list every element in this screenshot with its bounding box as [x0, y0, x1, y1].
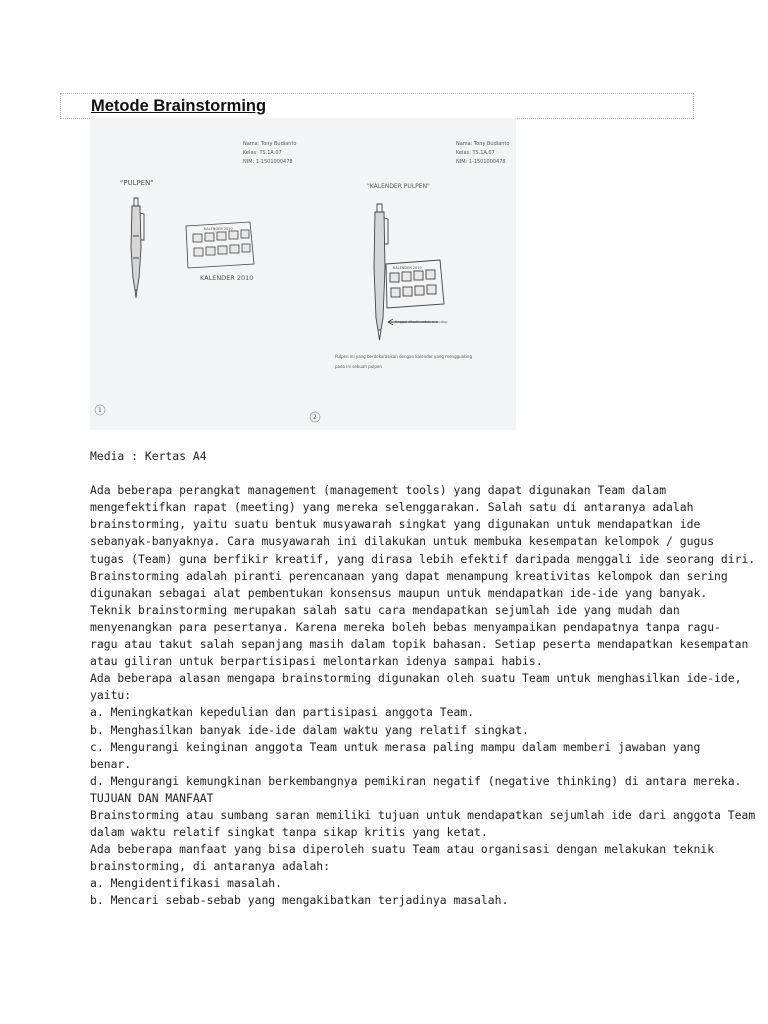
- text-line: menyenangkan para pesertanya. Karena mereka boleh bebas menyampaikan pendapatnya tanpa ragu-: [90, 619, 721, 634]
- text-line: mengefektifkan rapat (meeting) yang mereka selenggarakan. Salah satu di antaranya adalah: [90, 500, 694, 515]
- right-sheet-label: "KALENDER PULPEN": [367, 183, 430, 190]
- left-name-line-2: Kelas: TS.1A.07: [243, 150, 282, 156]
- calendar-drawing: [186, 222, 254, 268]
- right-calendar-header: KALENDER 2010: [393, 266, 422, 270]
- text-line: Ada beberapa manfaat yang bisa diperoleh suatu Team atau organisasi dengan melakukan teknik: [90, 842, 715, 857]
- text-line: dalam waktu relatif singkat tanpa sikap kritis yang ketat.: [90, 825, 488, 840]
- text-line: digunakan sebagai alat pembentukan konsensus maupun untuk mendapatkan ide-ide yang banyak.: [90, 585, 708, 600]
- section-heading: TUJUAN DAN MANFAAT: [90, 790, 214, 805]
- text-line: ragu atau takut salah sepanjang masih dalam topik bahasan. Setiap peserta mendapatkan kesempatan: [90, 637, 749, 652]
- text-line: brainstorming, yaitu suatu bentuk musyawarah singkat yang digunakan untuk mendapatkan ide: [90, 517, 701, 532]
- left-name-line-3: NIM: 1-1501000478: [243, 159, 293, 165]
- text-line: Brainstorming atau sumbang saran memiliki tujuan untuk mendapatkan sejumlah ide dari anggota Team: [90, 807, 756, 822]
- body-text: [90, 448, 756, 910]
- right-sheet: [310, 141, 509, 422]
- title-bar: [60, 93, 694, 119]
- text-line: Ada beberapa alasan mengapa brainstorming digunakan oleh suatu Team untuk menghasilkan ide-ide,: [90, 671, 742, 686]
- list-item: a. Mengidentifikasi masalah.: [90, 876, 283, 891]
- sketch-image: [90, 118, 516, 430]
- right-note-line-2: pada ini sebuah pulpen: [335, 364, 382, 369]
- page-title: Metode Brainstorming: [91, 97, 267, 115]
- left-sheet-label: "PULPEN": [120, 179, 154, 187]
- text-line: atau giliran untuk berpartisipasi melontarkan idenya sampai habis.: [90, 654, 543, 669]
- left-page-number: 1: [98, 407, 102, 414]
- right-name-line-2: Kelas: TS.1A.07: [456, 150, 495, 156]
- right-name-line-3: NIM: 1-1501000478: [456, 159, 506, 165]
- list-item: c. Mengurangi keinginan anggota Team untuk merasa paling mampu dalam memberi jawaban yang: [90, 739, 701, 754]
- right-note-line-1: Pulpen ini yang berdekorasikan dengan kalender yang menggunting: [335, 354, 472, 359]
- left-calendar-header: KALENDER 2010: [204, 227, 233, 231]
- list-item: d. Mengurangi kemungkinan berkembangnya pemikiran negatif (negative thinking) di antara mereka.: [90, 773, 742, 788]
- text-line: Media : Kertas A4: [90, 449, 207, 463]
- list-item: benar.: [90, 756, 132, 771]
- left-sheet: [95, 141, 296, 415]
- text-line: Teknik brainstorming merupakan salah satu cara mendapatkan sejumlah ide yang mudah dan: [90, 602, 680, 617]
- text-line: tugas (Team) guna berfikir kreatif, yang dirasa lebih efektif daripada menggali ide seorang diri.: [90, 551, 756, 566]
- left-calendar-caption: KALENDER 2010: [200, 274, 254, 282]
- list-item: a. Meningkatkan kepedulian dan partisipasi anggota Team.: [90, 705, 475, 720]
- text-line: Ada beberapa perangkat management (management tools) yang dapat digunakan Team dalam: [90, 483, 667, 498]
- list-item: b. Mencari sebab-sebab yang mengakibatkan terjadinya masalah.: [90, 893, 509, 908]
- text-line: sebanyak-banyaknya. Cara musyawarah ini dilakukan untuk membuka kesempatan kelompok / gugus: [90, 534, 715, 549]
- list-item: b. Menghasilkan banyak ide-ide dalam waktu yang relatif singkat.: [90, 722, 529, 737]
- arrow-note: tinggal ditarik untuk menutup: [395, 320, 448, 324]
- pen-drawing: [131, 198, 144, 298]
- blank-line: [90, 465, 690, 482]
- right-name-line-1: Nama: Tony Budianto: [456, 141, 510, 147]
- right-page-number: 2: [313, 414, 317, 421]
- sketch-drawing: [90, 118, 516, 430]
- text-line: Brainstorming adalah piranti perencanaan yang dapat menampung kreativitas kelompok dan sering: [90, 568, 728, 583]
- text-line: brainstorming, di antaranya adalah:: [90, 859, 331, 874]
- left-name-line-1: Nama: Tony Budianto: [243, 141, 297, 147]
- text-line: yaitu:: [90, 688, 132, 703]
